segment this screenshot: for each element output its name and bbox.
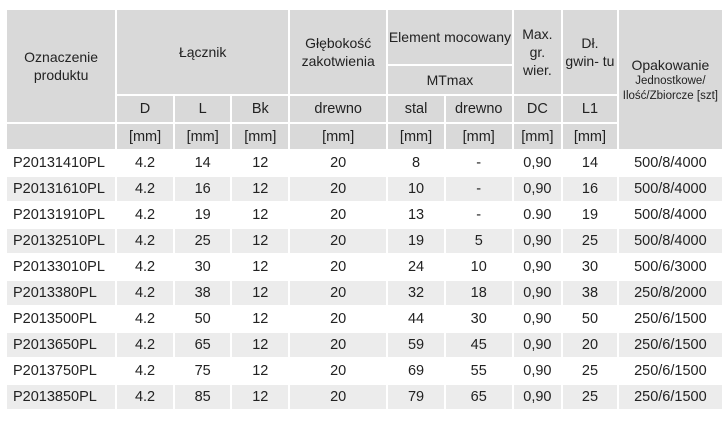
- table-cell: 10: [446, 255, 512, 279]
- table-cell: 12: [232, 359, 288, 383]
- table-row: [7, 385, 722, 409]
- product-spec-table: [5, 8, 724, 411]
- table-cell: 16: [563, 177, 617, 201]
- table-cell: 5: [446, 229, 512, 253]
- table-row: [7, 359, 722, 383]
- table-cell: 250/6/1500: [619, 385, 722, 409]
- table-cell: 20: [290, 307, 386, 331]
- table-cell: 4.2: [117, 151, 173, 175]
- table-cell: 10: [388, 177, 444, 201]
- table-cell: 20: [290, 203, 386, 227]
- table-cell: 250/6/1500: [619, 307, 722, 331]
- table-cell: 75: [175, 359, 231, 383]
- table-cell: 55: [446, 359, 512, 383]
- table-cell: 14: [175, 151, 231, 175]
- header-connector: Łącznik: [117, 10, 288, 94]
- sub-label-dc: DC: [514, 96, 562, 122]
- table-cell: 20: [563, 333, 617, 357]
- table-cell: 4.2: [117, 385, 173, 409]
- table-cell: 500/6/3000: [619, 255, 722, 279]
- table-cell: P20133010PL: [7, 255, 115, 279]
- table-cell: 0,90: [514, 281, 562, 305]
- unit-dc: [mm]: [514, 124, 562, 149]
- table-cell: P2013380PL: [7, 281, 115, 305]
- table-cell: 45: [446, 333, 512, 357]
- header-packaging: [619, 10, 722, 149]
- table-cell: 30: [175, 255, 231, 279]
- table-cell: 20: [290, 333, 386, 357]
- table-cell: P2013500PL: [7, 307, 115, 331]
- table-cell: 0,90: [514, 177, 562, 201]
- table-cell: 79: [388, 385, 444, 409]
- table-cell: -: [446, 203, 512, 227]
- table-cell: 250/8/2000: [619, 281, 722, 305]
- unit-bk: [mm]: [232, 124, 288, 149]
- table-cell: 20: [290, 255, 386, 279]
- sub-label-d: D: [117, 96, 173, 122]
- table-cell: 4.2: [117, 333, 173, 357]
- sub-label-bk: Bk: [232, 96, 288, 122]
- sub-label-wood: drewno: [446, 96, 512, 122]
- table-cell: 19: [175, 203, 231, 227]
- table-cell: 12: [232, 307, 288, 331]
- table-cell: P20131610PL: [7, 177, 115, 201]
- table-cell: 16: [175, 177, 231, 201]
- header-element: Element mocowany: [388, 10, 511, 64]
- units-empty: [7, 124, 115, 149]
- sub-label-l1: L1: [563, 96, 617, 122]
- table-cell: 30: [563, 255, 617, 279]
- unit-l1: [mm]: [563, 124, 617, 149]
- table-cell: 14: [563, 151, 617, 175]
- header-thread-length: Dł. gwin- tu: [563, 10, 617, 94]
- table-cell: 4.2: [117, 177, 173, 201]
- table-cell: 4.2: [117, 203, 173, 227]
- table-cell: 0,90: [514, 229, 562, 253]
- header-packaging-title: Opakowanie: [631, 56, 710, 73]
- table-body: [7, 151, 722, 409]
- table-cell: 0,90: [514, 385, 562, 409]
- unit-wood: [mm]: [446, 124, 512, 149]
- table-cell: 69: [388, 359, 444, 383]
- sub-label-steel: stal: [388, 96, 444, 122]
- table-cell: 20: [290, 281, 386, 305]
- table-row: [7, 229, 722, 253]
- table-cell: 4.2: [117, 281, 173, 305]
- table-cell: 20: [290, 385, 386, 409]
- table-cell: P2013650PL: [7, 333, 115, 357]
- table-row: [7, 203, 722, 227]
- table-cell: 65: [446, 385, 512, 409]
- table-cell: 19: [388, 229, 444, 253]
- table-row: [7, 255, 722, 279]
- header-product: Oznaczenie produktu: [7, 10, 115, 122]
- table-cell: 38: [563, 281, 617, 305]
- unit-depth: [mm]: [290, 124, 386, 149]
- table-cell: P20131910PL: [7, 203, 115, 227]
- table-cell: 32: [388, 281, 444, 305]
- table-cell: 25: [563, 385, 617, 409]
- table-cell: 12: [232, 203, 288, 227]
- table-cell: 20: [290, 177, 386, 201]
- sub-label-depth-wood: drewno: [290, 96, 386, 122]
- unit-l: [mm]: [175, 124, 231, 149]
- table-cell: P2013750PL: [7, 359, 115, 383]
- table-cell: 25: [563, 229, 617, 253]
- table-cell: 30: [446, 307, 512, 331]
- table-row: [7, 333, 722, 357]
- table-cell: 20: [290, 151, 386, 175]
- table-cell: 20: [290, 229, 386, 253]
- table-cell: 0,90: [514, 333, 562, 357]
- table-cell: 13: [388, 203, 444, 227]
- table-cell: 20: [290, 359, 386, 383]
- table-cell: 18: [446, 281, 512, 305]
- table-cell: 12: [232, 385, 288, 409]
- table-cell: P2013850PL: [7, 385, 115, 409]
- unit-steel: [mm]: [388, 124, 444, 149]
- table-cell: 50: [563, 307, 617, 331]
- sub-label-l: L: [175, 96, 231, 122]
- unit-d: [mm]: [117, 124, 173, 149]
- table-cell: 12: [232, 333, 288, 357]
- header-depth: Głębokość zakotwienia: [290, 10, 386, 94]
- table-cell: 25: [175, 229, 231, 253]
- table-cell: 500/8/4000: [619, 203, 722, 227]
- table-cell: 12: [232, 177, 288, 201]
- table-cell: 12: [232, 281, 288, 305]
- table-cell: 0,90: [514, 255, 562, 279]
- table-cell: 500/8/4000: [619, 151, 722, 175]
- table-cell: 250/6/1500: [619, 359, 722, 383]
- table-cell: 25: [563, 359, 617, 383]
- table-cell: 0,90: [514, 359, 562, 383]
- table-cell: 4.2: [117, 229, 173, 253]
- table-cell: 500/8/4000: [619, 177, 722, 201]
- table-cell: 65: [175, 333, 231, 357]
- table-cell: -: [446, 177, 512, 201]
- header-packaging-sub: Jednostkowe/ Ilość/Zbiorcze [szt]: [622, 74, 718, 102]
- table-cell: 0,90: [514, 151, 562, 175]
- table-cell: 4.2: [117, 255, 173, 279]
- table-cell: 24: [388, 255, 444, 279]
- table-cell: 12: [232, 255, 288, 279]
- table-cell: 0.90: [514, 203, 562, 227]
- table-cell: 250/6/1500: [619, 333, 722, 357]
- header-mtmax: MTmax: [388, 66, 511, 94]
- table-cell: 50: [175, 307, 231, 331]
- table-row: [7, 177, 722, 201]
- table-cell: 44: [388, 307, 444, 331]
- table-cell: 500/8/4000: [619, 229, 722, 253]
- table-cell: 59: [388, 333, 444, 357]
- header-max-diameter: Max. gr. wier.: [514, 10, 562, 94]
- table-cell: 12: [232, 151, 288, 175]
- table-cell: 38: [175, 281, 231, 305]
- table-row: [7, 307, 722, 331]
- table-cell: P20132510PL: [7, 229, 115, 253]
- table-cell: 4.2: [117, 307, 173, 331]
- table-cell: 12: [232, 229, 288, 253]
- table-cell: 19: [563, 203, 617, 227]
- table-row: [7, 281, 722, 305]
- table-cell: 85: [175, 385, 231, 409]
- table-cell: P20131410PL: [7, 151, 115, 175]
- table-cell: 0,90: [514, 307, 562, 331]
- table-cell: 4.2: [117, 359, 173, 383]
- table-row: [7, 151, 722, 175]
- table-cell: 8: [388, 151, 444, 175]
- table-cell: -: [446, 151, 512, 175]
